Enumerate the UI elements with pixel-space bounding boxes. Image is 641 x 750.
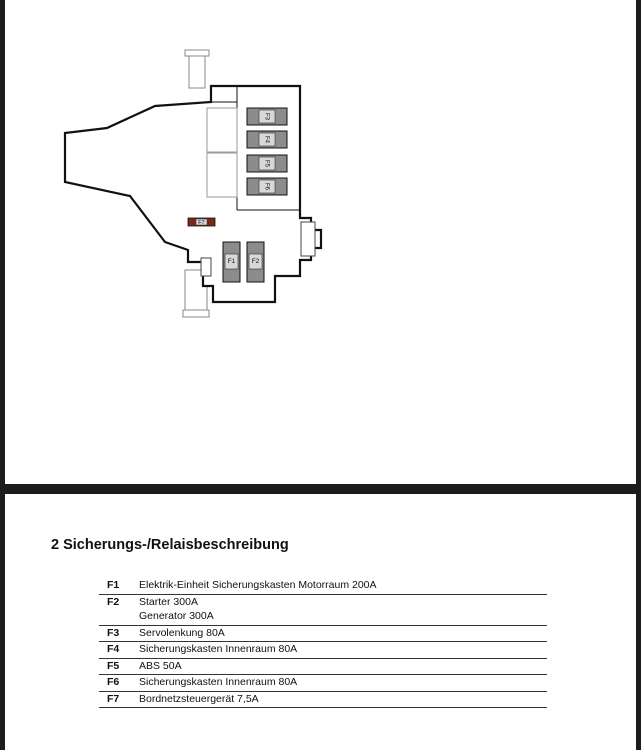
fuse-description bbox=[139, 625, 547, 642]
fuse-description-line: Sicherungskasten Innenraum 80A bbox=[139, 643, 298, 655]
fuse-description-line: ABS 50A bbox=[139, 659, 182, 672]
fuse-id: F5 bbox=[99, 658, 139, 675]
fuse-f2 bbox=[247, 242, 264, 282]
fuse-row-f2 bbox=[99, 594, 547, 625]
fuse-description bbox=[139, 594, 547, 625]
fuse-f1 bbox=[223, 242, 240, 282]
fuse-row-f5 bbox=[99, 658, 547, 675]
fuse-f3-label: F3 bbox=[263, 112, 270, 121]
description-page bbox=[5, 494, 636, 750]
fuse-description-line: Generator 300A bbox=[139, 610, 214, 622]
fuse-f4 bbox=[247, 131, 287, 148]
fuse-description-line: Servolenkung 80A bbox=[139, 626, 225, 639]
fuse-description-line: Starter 300A bbox=[139, 595, 198, 608]
fuse-description bbox=[139, 642, 547, 659]
fuse-description-table bbox=[99, 578, 547, 708]
fuse-f1-label: F1 bbox=[227, 258, 236, 266]
fuse-row-f6 bbox=[99, 675, 547, 692]
fuse-description-line: Elektrik-Einheit Sicherungskasten Motorraum 200A bbox=[139, 579, 377, 591]
fuse-description bbox=[139, 658, 547, 675]
fuse-f7 bbox=[188, 218, 215, 226]
fuse-row-f1 bbox=[99, 578, 547, 594]
relay-slots bbox=[207, 108, 237, 197]
fuse-id: F4 bbox=[99, 642, 139, 659]
fuse-table-body bbox=[99, 578, 547, 708]
fuse-description-line: Sicherungskasten Innenraum 80A bbox=[139, 676, 298, 688]
fuse-f5 bbox=[247, 155, 287, 172]
fuse-f4-label: F4 bbox=[263, 135, 270, 144]
diagram-page bbox=[5, 0, 636, 484]
fuse-f2-label: F2 bbox=[251, 258, 260, 266]
fuse-id: F2 bbox=[99, 594, 139, 625]
fuse-f6 bbox=[247, 178, 287, 195]
small-side-connector bbox=[201, 258, 211, 276]
section-title: 2 Sicherungs-/Relaisbeschreibung bbox=[51, 537, 289, 553]
fuse-box-diagram bbox=[5, 0, 636, 484]
fuse-id: F3 bbox=[99, 625, 139, 642]
fuse-description bbox=[139, 675, 547, 692]
fuse-description bbox=[139, 691, 547, 708]
fuse-f3 bbox=[247, 108, 287, 125]
fuse-description-line: Bordnetzsteuergerät 7,5A bbox=[139, 692, 259, 705]
fuse-id: F7 bbox=[99, 691, 139, 708]
fuse-f5-label: F5 bbox=[263, 159, 270, 168]
fuse-row-f7 bbox=[99, 691, 547, 708]
fuse-f6-label: F6 bbox=[263, 182, 270, 191]
right-connector bbox=[301, 222, 315, 256]
fuse-description bbox=[139, 578, 547, 594]
fuse-row-f4 bbox=[99, 642, 547, 659]
fuse-f7-label: F7 bbox=[198, 219, 205, 226]
top-connector bbox=[185, 50, 209, 88]
fuse-id: F1 bbox=[99, 578, 139, 594]
fuse-row-f3 bbox=[99, 625, 547, 642]
fuse-id: F6 bbox=[99, 675, 139, 692]
